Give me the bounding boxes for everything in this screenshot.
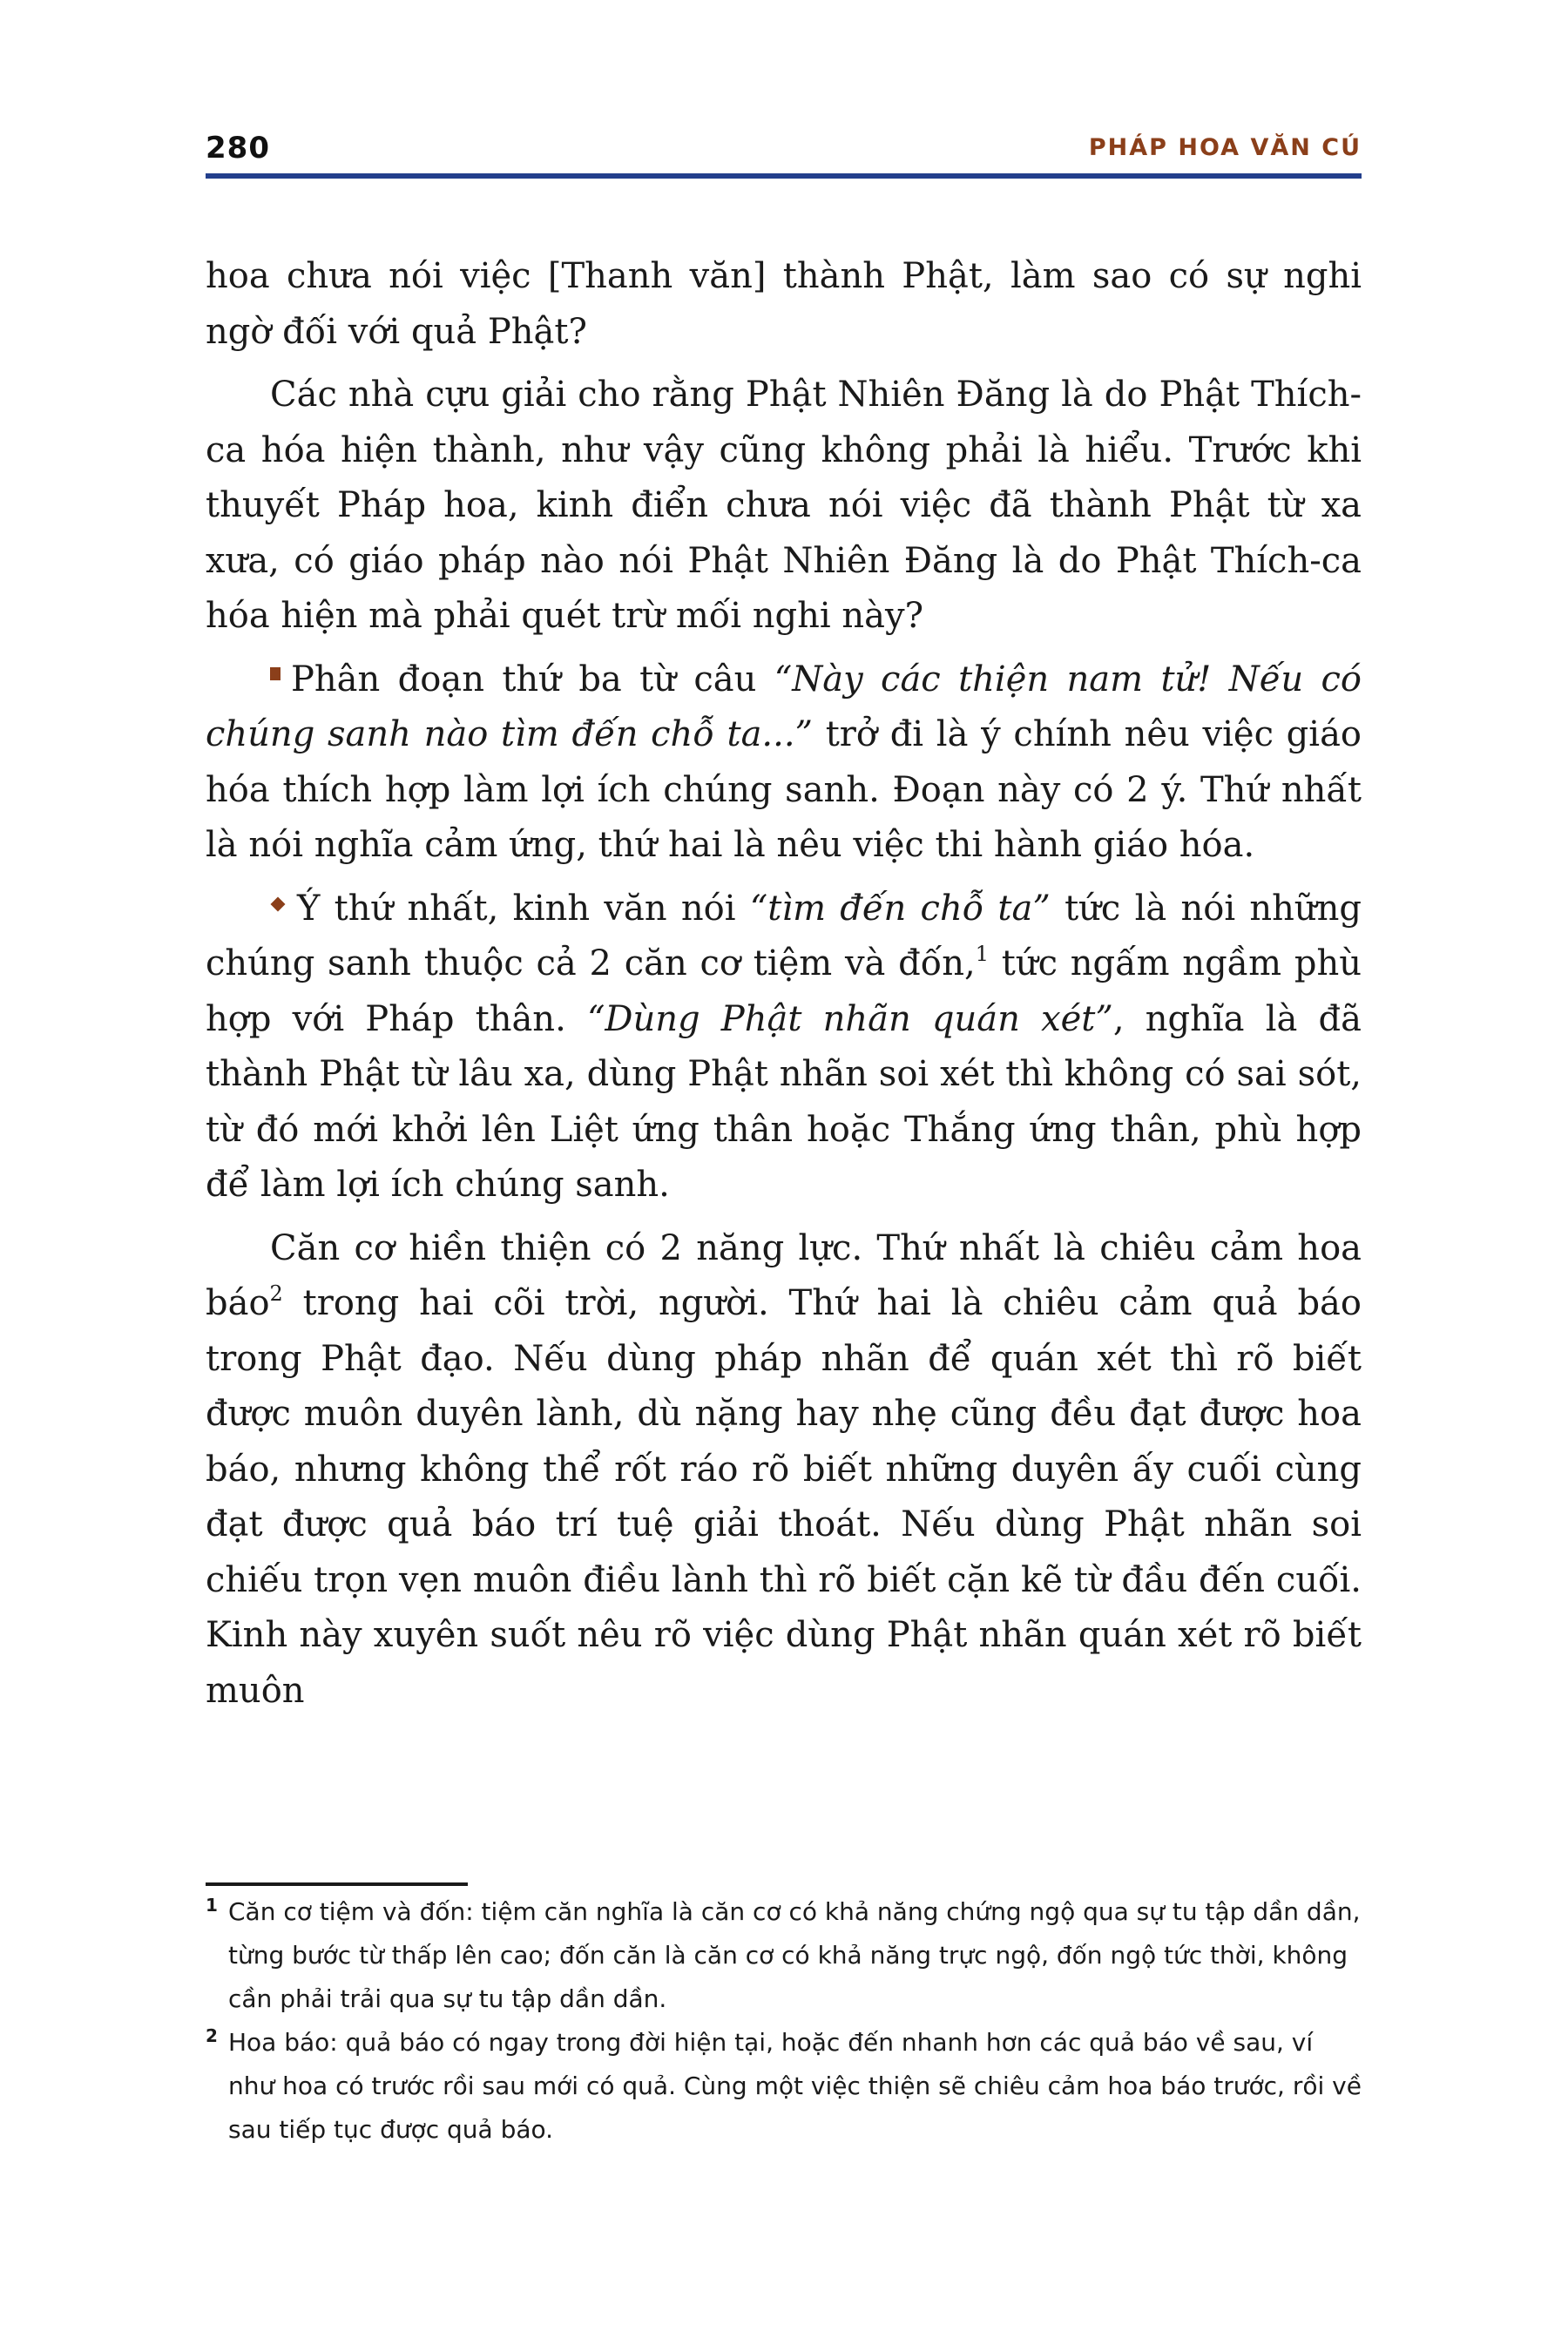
- paragraph-5: [206, 1221, 1362, 1720]
- paragraph-3-lead: Phân đoạn thứ ba từ câu: [291, 659, 774, 700]
- footnote-separator: [206, 1882, 468, 1886]
- diamond-bullet-icon: [271, 896, 286, 911]
- paragraph-4-mid-2: tức ngấm ngầm phù hợp với Pháp thân.: [206, 943, 1362, 1039]
- footnote-ref-2[interactable]: 2: [269, 1281, 283, 1306]
- paragraph-3: [206, 652, 1362, 874]
- paragraph-4-lead: Ý thứ nhất, kinh văn nói: [297, 888, 750, 929]
- footnote-ref-1[interactable]: 1: [975, 942, 989, 966]
- footnote-marker: 2: [206, 2025, 218, 2046]
- footnote-marker: 1: [206, 1895, 218, 1916]
- footnotes: [206, 1890, 1362, 2152]
- paragraph-4-quote-1: “tìm đến chỗ ta”: [749, 888, 1051, 929]
- paragraph-4-rest: , nghĩa là đã thành Phật từ lâu xa, dùng Phật nhãn soi xét thì không có sai sót, từ đó mới khởi lên Liệt ứng thân hoặc Thắng ứng thân, phù hợp để làm lợi ích chúng sanh.: [206, 998, 1362, 1205]
- paragraph-2: Các nhà cựu giải cho rằng Phật Nhiên Đăng là do Phật Thích-ca hóa hiện thành, như vậy cũng không phải là hiểu. Trước khi thuyết Pháp hoa, kinh điển chưa nói việc đã thành Phật từ xa xưa, có giáo pháp nào nói Phật Nhiên Đăng là do Phật Thích-ca hóa hiện mà phải quét trừ mối nghi này?: [206, 375, 1362, 636]
- footnote-2: [206, 2021, 1362, 2152]
- running-title: PHÁP HOA VĂN CÚ: [1088, 134, 1362, 161]
- body-text: [206, 249, 1362, 1727]
- page-number: 280: [206, 131, 270, 166]
- paragraph-4-mid-1: tức là nói những chúng sanh thuộc cả 2 căn cơ tiệm và đốn,: [206, 888, 1362, 983]
- square-bullet-icon: [270, 667, 280, 680]
- paragraph-5-rest: trong hai cõi trời, người. Thứ hai là chiêu cảm quả báo trong Phật đạo. Nếu dùng pháp nhãn để quán xét thì rõ biết được muôn duyên lành, dù nặng hay nhẹ cũng đều đạt được hoa báo, nhưng không thể rốt ráo rõ biết những duyên ấy cuối cùng đạt được quả báo trí tuệ giải thoát. Nếu dùng Phật nhãn soi chiếu trọn vẹn muôn điều lành thì rõ biết cặn kẽ từ đầu đến cuối. Kinh này xuyên suốt nêu rõ việc dùng Phật nhãn quán xét rõ biết muôn: [206, 1283, 1362, 1711]
- footnote-1: [206, 1890, 1362, 2021]
- footnote-text: Căn cơ tiệm và đốn: tiệm căn nghĩa là căn cơ có khả năng chứng ngộ qua sự tu tập dần dần, từng bước từ thấp lên cao; đốn căn là căn cơ có khả năng trực ngộ, đốn ngộ tức thời, không cần phải trải qua sự tu tập dần dần.: [228, 1897, 1361, 2013]
- paragraph-4: [206, 882, 1362, 1213]
- paragraph-4-quote-2: “Dùng Phật nhãn quán xét”: [586, 998, 1113, 1039]
- paragraph-1: hoa chưa nói việc [Thanh văn] thành Phật, làm sao có sự nghi ngờ đối với quả Phật?: [206, 256, 1362, 352]
- footnote-text: Hoa báo: quả báo có ngay trong đời hiện tại, hoặc đến nhanh hơn các quả báo về sau, ví như hoa có trước rồi sau mới có quả. Cùng một việc thiện sẽ chiêu cảm hoa báo trước, rồi về sau tiếp tục được quả báo.: [228, 2028, 1362, 2144]
- running-header: [206, 127, 1362, 166]
- paragraph-3-rest: trở đi là ý chính nêu việc giáo hóa thích hợp làm lợi ích chúng sanh. Đoạn này có 2 ý. Thứ nhất là nói nghĩa cảm ứng, thứ hai là nêu việc thi hành giáo hóa.: [206, 714, 1362, 865]
- header-rule: [206, 173, 1362, 179]
- paragraph-3-quote: “Này các thiện nam tử! Nếu có chúng sanh nào tìm đến chỗ ta...”: [206, 659, 1362, 754]
- paragraph-5-lead: Căn cơ hiền thiện có 2 năng lực. Thứ nhất là chiêu cảm hoa báo: [206, 1227, 1362, 1323]
